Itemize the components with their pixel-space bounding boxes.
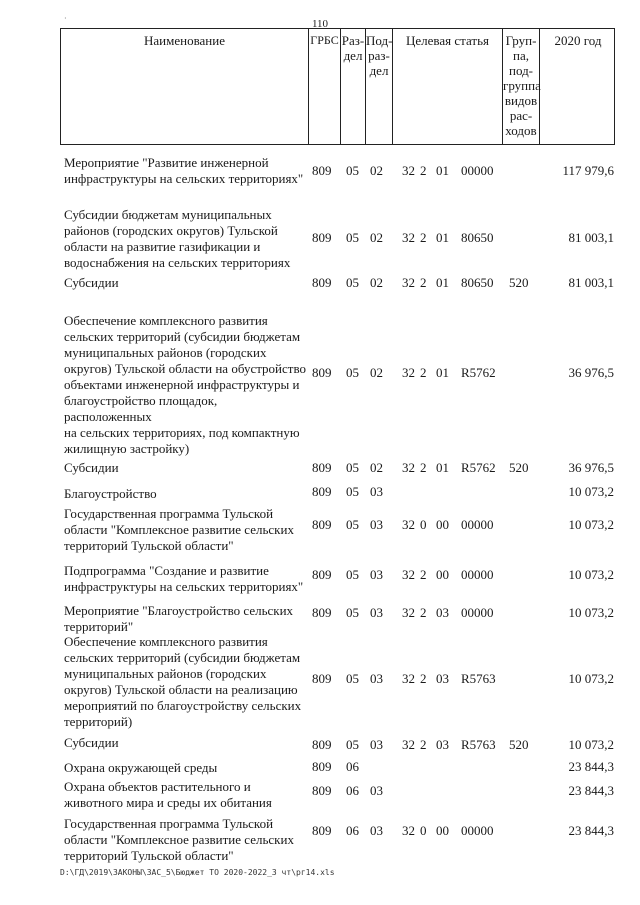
- amount-2020: 10 073,2: [568, 484, 614, 499]
- razdel-code: 05: [346, 671, 359, 686]
- amount-2020: 10 073,2: [568, 671, 614, 686]
- razdel-code: 05: [346, 163, 359, 178]
- grbs-code: 809: [312, 230, 332, 245]
- event-code: 01: [436, 460, 449, 475]
- razdel-code: 05: [346, 605, 359, 620]
- event-code: 01: [436, 365, 449, 380]
- expense-group-code: 520: [509, 737, 529, 752]
- row-name: Подпрограмма "Создание и развитие инфраструктуры на сельских территориях": [64, 563, 304, 594]
- row-name: Мероприятие "Развитие инженерной инфраструктуры на сельских территориях": [64, 155, 304, 186]
- direction-code: R5762: [461, 365, 496, 380]
- event-code: 00: [436, 823, 449, 838]
- row-name: Субсидии: [64, 275, 119, 290]
- amount-2020: 23 844,3: [568, 759, 614, 774]
- direction-code: 00000: [461, 567, 494, 582]
- direction-code: R5763: [461, 671, 496, 686]
- row-name: Государственная программа Тульской области "Комплексное развитие сельских территорий Тульской области": [64, 816, 294, 863]
- podrazdel-code: 02: [370, 163, 383, 178]
- header-podrazdel: Под- раз- дел: [366, 29, 393, 144]
- podrazdel-code: 02: [370, 230, 383, 245]
- amount-2020: 23 844,3: [568, 823, 614, 838]
- event-code: 03: [436, 671, 449, 686]
- amount-2020: 36 976,5: [568, 460, 614, 475]
- event-code: 00: [436, 567, 449, 582]
- row-name: Субсидии: [64, 735, 119, 750]
- grbs-code: 809: [312, 759, 332, 774]
- direction-code: 80650: [461, 230, 494, 245]
- subprogram-code: 2: [420, 671, 427, 686]
- amount-2020: 117 979,6: [562, 163, 614, 178]
- podrazdel-code: 02: [370, 365, 383, 380]
- podrazdel-code: 03: [370, 783, 383, 798]
- event-code: 01: [436, 275, 449, 290]
- razdel-code: 06: [346, 783, 359, 798]
- program-code: 32: [402, 823, 415, 838]
- program-code: 32: [402, 737, 415, 752]
- razdel-code: 05: [346, 567, 359, 582]
- subprogram-code: 2: [420, 230, 427, 245]
- direction-code: 00000: [461, 517, 494, 532]
- grbs-code: 809: [312, 737, 332, 752]
- razdel-code: 05: [346, 365, 359, 380]
- expense-group-code: 520: [509, 275, 529, 290]
- direction-code: 80650: [461, 275, 494, 290]
- row-name: Обеспечение комплексного развития сельских территорий (субсидии бюджетам муниципальных районов (городских округов) Тульской области на реализацию мероприятий по благоустройству сельских территорий): [64, 634, 302, 729]
- direction-code: 00000: [461, 605, 494, 620]
- program-code: 32: [402, 567, 415, 582]
- event-code: 01: [436, 230, 449, 245]
- podrazdel-code: 03: [370, 671, 383, 686]
- grbs-code: 809: [312, 605, 332, 620]
- header-grbs: ГРБС: [309, 29, 341, 144]
- podrazdel-code: 03: [370, 567, 383, 582]
- subprogram-code: 2: [420, 275, 427, 290]
- program-code: 32: [402, 365, 415, 380]
- scan-mark: ·: [64, 14, 67, 23]
- subprogram-code: 2: [420, 460, 427, 475]
- event-code: 01: [436, 163, 449, 178]
- razdel-code: 06: [346, 759, 359, 774]
- row-name: Государственная программа Тульской области "Комплексное развитие сельских территорий Тульской области": [64, 506, 294, 553]
- grbs-code: 809: [312, 484, 332, 499]
- program-code: 32: [402, 163, 415, 178]
- expense-group-code: 520: [509, 460, 529, 475]
- subprogram-code: 2: [420, 163, 427, 178]
- podrazdel-code: 03: [370, 605, 383, 620]
- amount-2020: 81 003,1: [568, 275, 614, 290]
- razdel-code: 05: [346, 737, 359, 752]
- amount-2020: 10 073,2: [568, 737, 614, 752]
- amount-2020: 10 073,2: [568, 567, 614, 582]
- row-name: Субсидии бюджетам муниципальных районов (городских округов) Тульской области на развитие газификации и водоснабжения на сельских территориях: [64, 207, 291, 270]
- header-gruppa: Груп- па, под- группа видов рас- ходов: [503, 29, 540, 144]
- podrazdel-code: 02: [370, 275, 383, 290]
- amount-2020: 36 976,5: [568, 365, 614, 380]
- direction-code: 00000: [461, 823, 494, 838]
- header-celevaya-statya: Целевая статья: [393, 29, 503, 144]
- podrazdel-code: 02: [370, 460, 383, 475]
- header-razdel: Раз- дел: [341, 29, 366, 144]
- amount-2020: 81 003,1: [568, 230, 614, 245]
- program-code: 32: [402, 671, 415, 686]
- podrazdel-code: 03: [370, 823, 383, 838]
- file-path-footer: D:\ГД\2019\ЗАКОНЫ\ЗАС_5\Бюджет ТО 2020-2022_3 чт\рг14.xls: [60, 868, 335, 877]
- direction-code: 00000: [461, 163, 494, 178]
- grbs-code: 809: [312, 567, 332, 582]
- amount-2020: 10 073,2: [568, 517, 614, 532]
- amount-2020: 23 844,3: [568, 783, 614, 798]
- program-code: 32: [402, 230, 415, 245]
- podrazdel-code: 03: [370, 517, 383, 532]
- direction-code: R5763: [461, 737, 496, 752]
- grbs-code: 809: [312, 163, 332, 178]
- row-name: Субсидии: [64, 460, 119, 475]
- grbs-code: 809: [312, 517, 332, 532]
- page-number: 110: [311, 18, 329, 30]
- header-year: 2020 год: [554, 33, 602, 48]
- program-code: 32: [402, 517, 415, 532]
- grbs-code: 809: [312, 671, 332, 686]
- row-name: Охрана окружающей среды: [64, 760, 218, 775]
- table-header: [60, 28, 615, 145]
- amount-2020: 10 073,2: [568, 605, 614, 620]
- grbs-code: 809: [312, 460, 332, 475]
- subprogram-code: 2: [420, 365, 427, 380]
- direction-code: R5762: [461, 460, 496, 475]
- razdel-code: 05: [346, 275, 359, 290]
- subprogram-code: 2: [420, 737, 427, 752]
- grbs-code: 809: [312, 823, 332, 838]
- razdel-code: 06: [346, 823, 359, 838]
- row-name: Обеспечение комплексного развития сельских территорий (субсидии бюджетам муниципальных районов (городских округов) Тульской области на обустройство объектами инженерной инфраструктуры и благоустройство площадок, расположенных на сельских территориях, под компактную жилищную застройку): [64, 313, 307, 456]
- event-code: 00: [436, 517, 449, 532]
- grbs-code: 809: [312, 365, 332, 380]
- podrazdel-code: 03: [370, 484, 383, 499]
- subprogram-code: 2: [420, 605, 427, 620]
- grbs-code: 809: [312, 275, 332, 290]
- razdel-code: 05: [346, 517, 359, 532]
- subprogram-code: 0: [420, 517, 427, 532]
- program-code: 32: [402, 605, 415, 620]
- razdel-code: 05: [346, 230, 359, 245]
- row-name: Мероприятие "Благоустройство сельских территорий": [64, 603, 294, 634]
- event-code: 03: [436, 605, 449, 620]
- grbs-code: 809: [312, 783, 332, 798]
- subprogram-code: 0: [420, 823, 427, 838]
- header-name: Наименование: [61, 29, 309, 144]
- program-code: 32: [402, 275, 415, 290]
- razdel-code: 05: [346, 484, 359, 499]
- subprogram-code: 2: [420, 567, 427, 582]
- program-code: 32: [402, 460, 415, 475]
- event-code: 03: [436, 737, 449, 752]
- row-name: Благоустройство: [64, 486, 157, 501]
- podrazdel-code: 03: [370, 737, 383, 752]
- razdel-code: 05: [346, 460, 359, 475]
- row-name: Охрана объектов растительного и животного мира и среды их обитания: [64, 779, 272, 810]
